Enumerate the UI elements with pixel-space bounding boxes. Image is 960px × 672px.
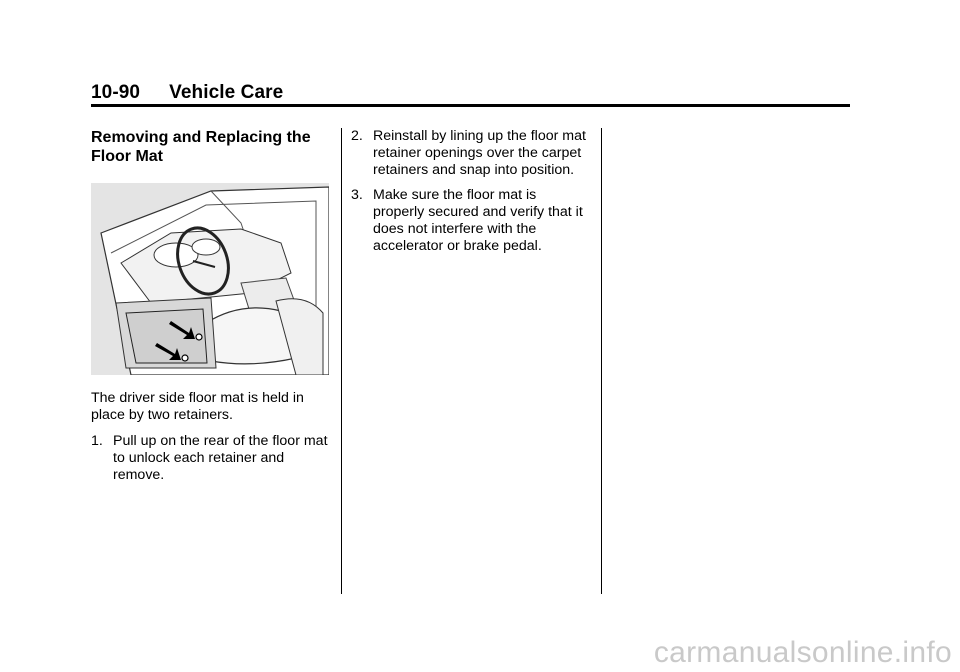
step-number: 2.	[351, 128, 363, 144]
steps-list-left	[91, 433, 331, 484]
step-item	[91, 433, 331, 484]
floor-mat-illustration	[91, 183, 329, 375]
page-number: 10-90	[91, 82, 141, 103]
step-item	[351, 128, 591, 179]
section-title: Removing and Replacing the Floor Mat	[91, 129, 311, 165]
steps-list-right	[351, 128, 591, 255]
intro-text: The driver side floor mat is held in place by two retainers.	[91, 390, 304, 423]
step-item	[351, 187, 591, 255]
watermark: carmanualsonline.info	[653, 636, 952, 669]
section-name: Vehicle Care	[169, 82, 284, 103]
step-text: Make sure the floor mat is properly secured and verify that it does not interfere with the accelerator or brake pedal.	[373, 187, 583, 254]
step-number: 3.	[351, 187, 363, 203]
step-text: Pull up on the rear of the floor mat to unlock each retainer and remove.	[113, 433, 328, 483]
left-column	[91, 128, 331, 492]
column-divider	[601, 128, 602, 594]
page-header	[91, 82, 283, 104]
header-rule	[91, 104, 850, 107]
step-number: 1.	[91, 433, 103, 449]
column-divider	[341, 128, 342, 594]
step-text: Reinstall by lining up the floor mat retainer openings over the carpet retainers and snap into position.	[373, 128, 586, 178]
middle-column	[351, 128, 591, 263]
